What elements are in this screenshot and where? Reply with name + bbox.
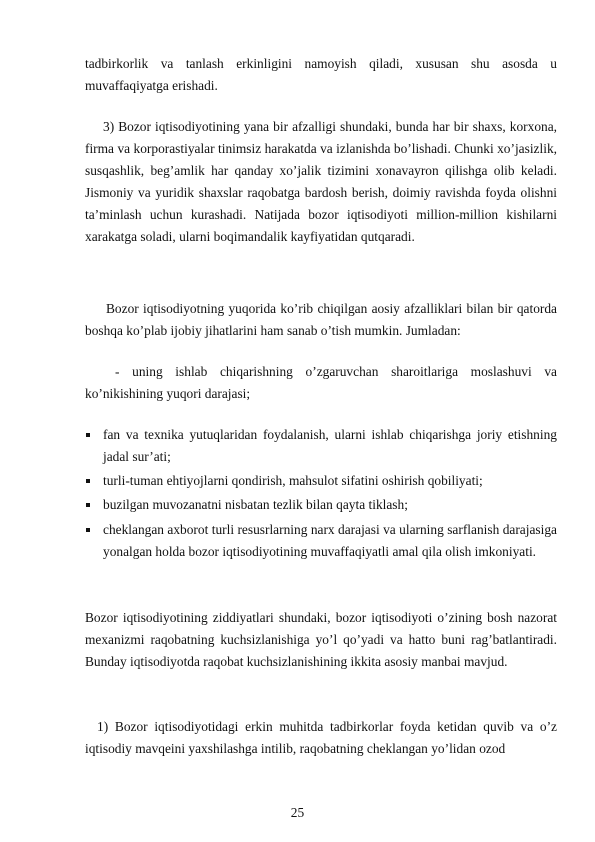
paragraph-4: - uning ishlab chiqarishning o’zgaruvchan sharoitlariga moslashuvi va ko’nikishining yuqori darajasi; (85, 364, 557, 401)
page-number: 25 (290, 805, 305, 820)
bullet-icon (86, 503, 90, 507)
bullet-item-1 (85, 424, 557, 468)
paragraph-5: Bozor iqtisodiyotining ziddiyatlari shundaki, bozor iqtisodiyoti o’zining bosh nazorat mexanizmi raqobatning kuchsizlanishiga yo’l qo’yadi va hatto buni rag’batlantiradi. Bunday iqtisodiyotda raqobat kuchsizlanishining ikkita asosiy manbai mavjud. (85, 610, 557, 669)
paragraph-2: 3) Bozor iqtisodiyotining yana bir afzalligi shundaki, bunda har bir shaxs, korxona, firma va korporastiyalar tinimsiz harakatda va izlanishda bo’lishadi. Chunki xo’jasizlik, susqashlik, beg’amlik har qanday xo’jalik tizimini xonavayron qilishga olib keladi. Jismoniy va yuridik shaxslar raqobatga bardosh berish, doimiy ravishda foyda olishni ta’minlash uchun kurashadi. Natijada bozor iqtisodiyoti million-million kishilarni xarakatga soladi, ularni boqimandalik kayfiyatidan qutqaradi. (85, 119, 557, 244)
paragraph-6: 1) Bozor iqtisodiyotidagi erkin muhitda tadbirkorlar foyda ketidan quvib va o’z iqtisodiy mavqeini yaxshilashga intilib, raqobatning cheklangan yo’lidan ozod (85, 719, 557, 756)
bullet-text: fan va texnika yutuqlaridan foydalanish, ularni ishlab chiqarishga joriy etishning jadal sur’ati; (103, 427, 557, 464)
bullet-text: cheklangan axborot turli resusrlarning narx darajasi va ularning sarflanish darajasiga yonalgan holda bozor iqtisodiyotining muvaffaqiyatli amal qila olish imkoniyati. (103, 522, 557, 559)
bullet-icon (86, 528, 90, 532)
bullet-item-2 (85, 470, 557, 492)
bullet-icon (86, 433, 90, 437)
paragraph-1: tadbirkorlik va tanlash erkinligini namoyish qiladi, xususan shu asosda u muvaffaqiyatga erishadi. (85, 56, 557, 93)
bullet-item-4 (85, 519, 557, 563)
bullet-icon (86, 479, 90, 483)
paragraph-3: Bozor iqtisodiyotning yuqorida ko’rib chiqilgan aosiy afzalliklari bilan bir qatorda boshqa ko’plab ijobiy jihatlarini ham sanab o’tish mumkin. Jumladan: (85, 301, 557, 338)
bullet-text: turli-tuman ehtiyojlarni qondirish, mahsulot sifatini oshirish qobiliyati; (103, 473, 483, 488)
bullet-text: buzilgan muvozanatni nisbatan tezlik bilan qayta tiklash; (103, 497, 408, 512)
bullet-item-3 (85, 494, 557, 516)
